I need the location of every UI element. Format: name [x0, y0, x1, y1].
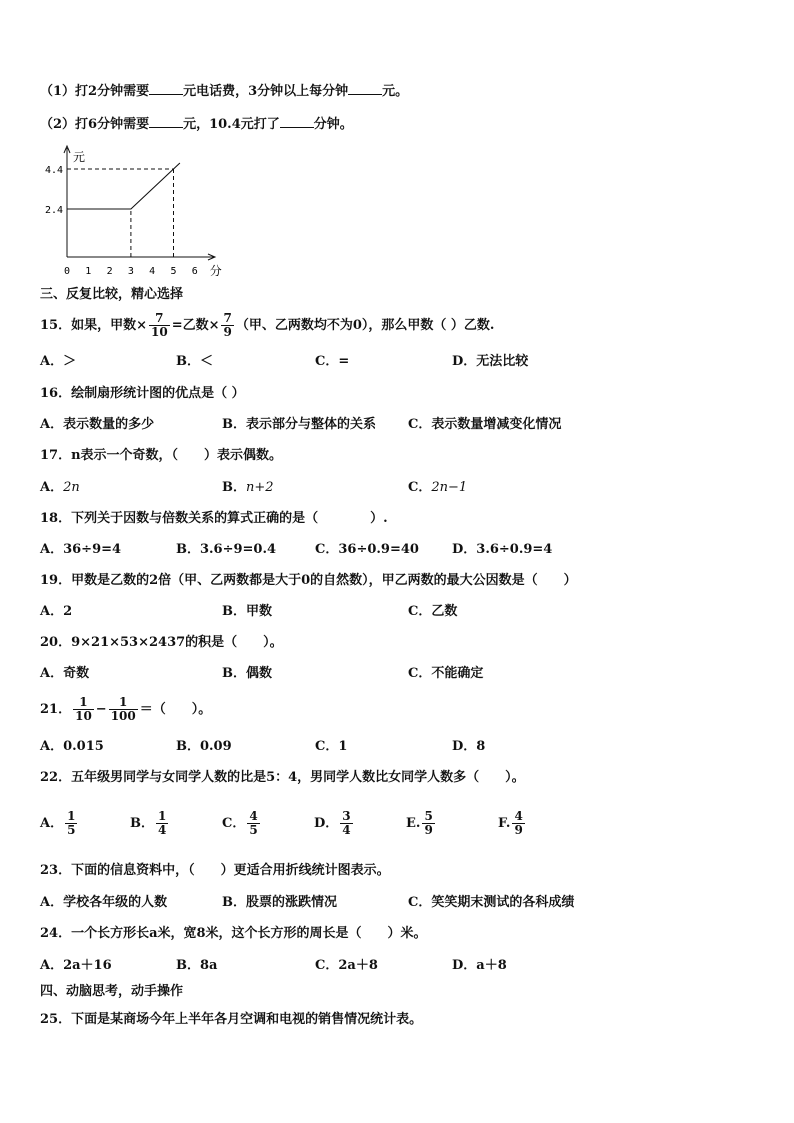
q20-option-c[interactable]: C．不能确定 — [408, 666, 484, 681]
x-tick-label: 2 — [106, 266, 113, 277]
answer-blank[interactable] — [149, 82, 183, 95]
y-axis-label: 元 — [73, 150, 86, 164]
fraction-denominator: 4 — [342, 823, 351, 837]
question-24: 24．一个长方形长a米，宽8米，这个长方形的周长是（ ）米。 — [40, 926, 427, 941]
q21-option-a[interactable]: A．0.015 — [40, 739, 104, 754]
q21-prefix: 21． — [40, 702, 72, 717]
question-21 — [40, 692, 211, 728]
x-axis-label: 分 — [209, 264, 222, 278]
fraction — [109, 696, 138, 723]
section-4-heading: 四、动脑思考，动手操作 — [40, 984, 184, 999]
fraction-numerator: 3 — [342, 809, 351, 823]
y-tick-label: 2.4 — [44, 205, 63, 216]
question-18: 18．下列关于因数与倍数关系的算式正确的是（ ）. — [40, 511, 388, 526]
q24-option-d[interactable]: D．a＋8 — [452, 958, 507, 973]
answer-blank[interactable] — [149, 115, 183, 128]
q18-option-c[interactable]: C．36÷0.9=40 — [315, 542, 419, 557]
fraction-numerator: 1 — [67, 809, 76, 823]
x-tick-label: 1 — [85, 266, 92, 277]
q23-option-a[interactable]: A．学校各年级的人数 — [40, 895, 168, 910]
fraction-denominator: 9 — [514, 823, 523, 837]
fraction — [221, 312, 233, 339]
q24-option-c[interactable]: C．2a＋8 — [315, 958, 378, 973]
x-tick-label: 4 — [149, 266, 156, 277]
option-label: A． — [40, 816, 64, 831]
fraction-numerator: 4 — [514, 809, 523, 823]
fraction-numerator: 7 — [149, 312, 170, 326]
q17-option-c[interactable] — [408, 479, 467, 497]
option-expression: n+2 — [246, 480, 274, 495]
q15-mid: =乙数× — [171, 318, 220, 333]
option-label: E. — [406, 816, 421, 831]
option-label: C． — [222, 816, 246, 831]
fraction — [149, 312, 170, 339]
fraction — [512, 810, 524, 837]
fraction — [65, 810, 77, 837]
fraction-denominator: 10 — [150, 325, 168, 339]
q17-option-b[interactable] — [222, 479, 274, 497]
q15-option-c[interactable]: C．= — [315, 354, 350, 369]
fraction-denominator: 10 — [75, 709, 92, 723]
q20-option-a[interactable]: A．奇数 — [40, 666, 90, 681]
q18-option-b[interactable]: B．3.6÷9=0.4 — [176, 542, 277, 557]
x-tick-label: 3 — [127, 266, 134, 277]
q21-option-c[interactable]: C．1 — [315, 739, 348, 754]
q18-option-a[interactable]: A．36÷9=4 — [40, 542, 122, 557]
minus-sign: − — [95, 702, 107, 717]
fraction-denominator: 4 — [158, 823, 167, 837]
fraction-denominator: 9 — [223, 325, 232, 339]
question-20: 20．9×21×53×2437的积是（ ）。 — [40, 635, 283, 650]
q15-prefix: 15．如果，甲数× — [40, 318, 147, 333]
fraction-numerator: 5 — [424, 809, 433, 823]
q15-option-b[interactable]: B．＜ — [176, 354, 213, 369]
question-25: 25．下面是某商场今年上半年各月空调和电视的销售情况统计表。 — [40, 1012, 423, 1027]
q22-option-c[interactable] — [222, 806, 262, 842]
fraction — [247, 810, 259, 837]
q16-option-a[interactable]: A．表示数量的多少 — [40, 417, 155, 432]
answer-blank[interactable] — [280, 115, 314, 128]
question-19: 19．甲数是乙数的2倍（甲、乙两数都是大于0的自然数），甲乙两数的最大公因数是（ ） — [40, 573, 577, 588]
fraction-denominator: 5 — [249, 823, 258, 837]
q22-option-f[interactable] — [498, 806, 527, 842]
fraction-denominator: 100 — [110, 709, 136, 723]
q16-option-c[interactable]: C．表示数量增减变化情况 — [408, 417, 562, 432]
q21-suffix: ＝（ ）。 — [139, 702, 212, 717]
fill-q1-part-c: 元。 — [382, 84, 409, 99]
y-tick-label: 4.4 — [44, 165, 63, 176]
fraction-numerator: 1 — [109, 696, 138, 710]
q17-option-a[interactable] — [40, 479, 80, 497]
question-17: 17．n表示一个奇数，（ ）表示偶数。 — [40, 448, 283, 463]
q19-option-b[interactable]: B．甲数 — [222, 604, 272, 619]
fraction — [340, 810, 352, 837]
q19-option-c[interactable]: C．乙数 — [408, 604, 458, 619]
fill-q2-part-a: （2）打6分钟需要 — [40, 117, 150, 132]
q24-option-a[interactable]: A．2a＋16 — [40, 958, 112, 973]
q21-option-d[interactable]: D．8 — [452, 739, 486, 754]
q19-option-a[interactable]: A．2 — [40, 604, 73, 619]
x-tick-label: 0 — [63, 266, 71, 277]
fraction-denominator: 9 — [424, 823, 433, 837]
q22-option-a[interactable] — [40, 806, 79, 842]
fraction-numerator: 7 — [223, 311, 232, 325]
answer-blank[interactable] — [348, 82, 382, 95]
phone-fee-line-chart — [30, 140, 240, 285]
q22-option-b[interactable] — [130, 806, 170, 842]
question-16: 16．绘制扇形统计图的优点是（ ） — [40, 386, 245, 401]
fill-question-1 — [40, 82, 408, 101]
question-22: 22．五年级男同学与女同学人数的比是5：4，男同学人数比女同学人数多（ ）。 — [40, 770, 525, 785]
fraction-numerator: 4 — [249, 809, 258, 823]
q15-suffix: （甲、乙两数均不为0），那么甲数（ ）乙数. — [235, 318, 495, 333]
option-expression: 2n−1 — [431, 480, 468, 495]
fraction — [156, 810, 168, 837]
q22-option-d[interactable] — [314, 806, 355, 842]
fill-q1-part-a: （1）打2分钟需要 — [40, 84, 150, 99]
fraction — [73, 696, 94, 723]
question-23: 23．下面的信息资料中，（ ）更适合用折线统计图表示。 — [40, 863, 390, 878]
fill-q1-part-b: 元电话费，3分钟以上每分钟 — [183, 84, 349, 99]
option-label: C． — [408, 480, 432, 495]
q23-option-b[interactable]: B．股票的涨跌情况 — [222, 895, 337, 910]
q22-option-e[interactable] — [406, 806, 437, 842]
q24-option-b[interactable]: B．8a — [176, 958, 218, 973]
fill-q2-part-b: 元，10.4元打了 — [183, 117, 280, 132]
x-tick-label: 6 — [191, 266, 198, 277]
fraction-numerator: 1 — [158, 809, 167, 823]
fill-q2-part-c: 分钟。 — [313, 117, 353, 132]
section-3-heading: 三、反复比较，精心选择 — [40, 287, 184, 302]
fill-question-2 — [40, 115, 353, 134]
q18-option-d[interactable]: D．3.6÷0.9=4 — [452, 542, 553, 557]
q20-option-b[interactable]: B．偶数 — [222, 666, 272, 681]
question-15 — [40, 312, 494, 340]
option-label: A． — [40, 480, 64, 495]
fraction-denominator: 5 — [67, 823, 76, 837]
option-label: B． — [222, 480, 246, 495]
q15-option-d[interactable]: D．无法比较 — [452, 354, 529, 369]
q23-option-c[interactable]: C．笑笑期末测试的各科成绩 — [408, 895, 575, 910]
option-label: B． — [130, 816, 154, 831]
fraction — [422, 810, 434, 837]
q21-option-b[interactable]: B．0.09 — [176, 739, 232, 754]
q15-option-a[interactable]: A．＞ — [40, 354, 77, 369]
fraction-numerator: 1 — [73, 696, 94, 710]
fee-series-line — [67, 163, 180, 209]
x-tick-label: 5 — [170, 266, 177, 277]
option-expression: 2n — [63, 480, 80, 495]
q16-option-b[interactable]: B．表示部分与整体的关系 — [222, 417, 376, 432]
option-label: F. — [498, 816, 511, 831]
option-label: D． — [314, 816, 339, 831]
